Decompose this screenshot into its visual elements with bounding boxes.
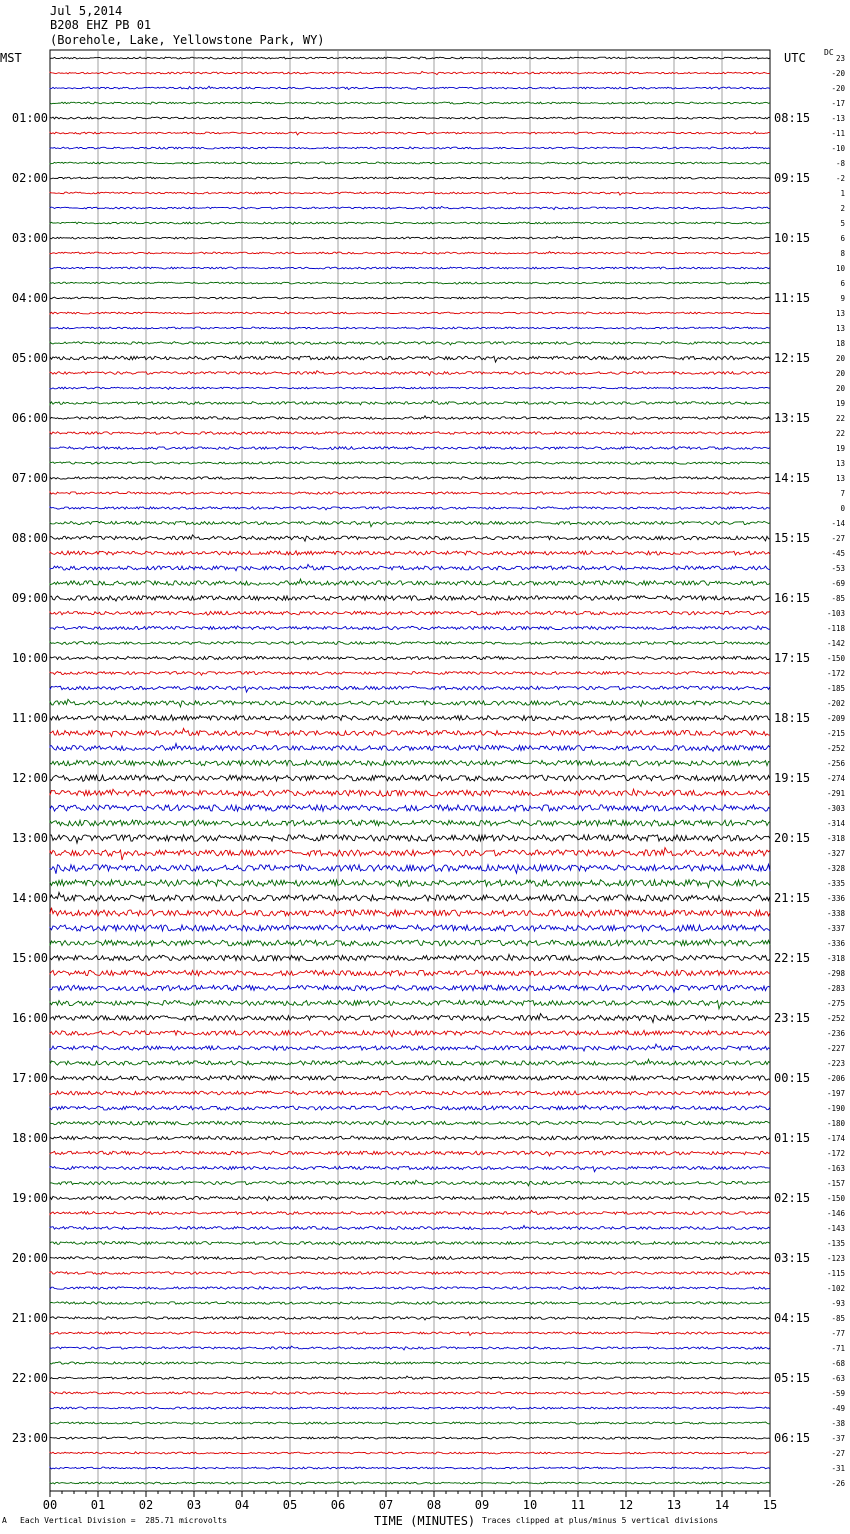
- dc-offset-label: 13: [835, 459, 845, 468]
- dc-offset-label: -27: [831, 534, 845, 543]
- seismic-trace: [50, 1091, 770, 1095]
- dc-offset-label: -202: [826, 699, 845, 708]
- x-tick-label: 12: [618, 1498, 634, 1512]
- x-tick-label: 01: [90, 1498, 106, 1512]
- seismic-trace: [50, 1059, 770, 1065]
- dc-offset-label: -68: [831, 1359, 845, 1368]
- mst-hour-label: 07:00: [11, 471, 48, 485]
- dc-offset-label: -142: [826, 639, 845, 648]
- x-tick-label: 11: [570, 1498, 586, 1512]
- dc-offset-label: -252: [826, 1014, 845, 1023]
- seismic-trace: [50, 462, 770, 465]
- dc-offset-label: 22: [835, 429, 845, 438]
- plot-date: Jul 5,2014: [50, 4, 123, 18]
- dc-offset-label: -227: [826, 1044, 845, 1053]
- dc-offset-label: 13: [835, 324, 845, 333]
- x-tick-label: 14: [714, 1498, 730, 1512]
- dc-offset-label: -31: [831, 1464, 845, 1473]
- seismic-trace: [50, 192, 770, 195]
- dc-offset-label: -93: [831, 1299, 845, 1308]
- seismic-trace: [50, 1166, 770, 1171]
- station-location: (Borehole, Lake, Yellowstone Park, WY): [50, 33, 325, 47]
- station-code: B208 EHZ PB 01: [50, 18, 152, 32]
- scale-note: Each Vertical Division = 285.71 microvolts: [20, 1516, 228, 1525]
- dc-offset-label: 23: [835, 54, 845, 63]
- seismic-trace: [50, 102, 770, 104]
- seismic-trace: [50, 476, 770, 479]
- label-group: [12, 48, 846, 1512]
- dc-offset-label: -223: [826, 1059, 845, 1068]
- seismic-trace: [50, 1346, 770, 1350]
- dc-offset-label: -115: [826, 1269, 845, 1278]
- dc-offset-label: 2: [840, 204, 845, 213]
- utc-hour-label: 16:15: [774, 591, 811, 605]
- dc-offset-label: -157: [826, 1179, 845, 1188]
- seismic-trace: [50, 1286, 770, 1289]
- dc-offset-label: -256: [826, 759, 845, 768]
- dc-offset-label: -135: [826, 1239, 845, 1248]
- seismic-trace: [50, 1332, 770, 1336]
- seismic-trace: [50, 222, 770, 224]
- seismic-trace: [50, 1482, 770, 1484]
- dc-offset-label: -180: [826, 1119, 845, 1128]
- seismic-trace: [50, 820, 770, 826]
- seismic-trace: [50, 970, 770, 975]
- dc-offset-label: 19: [835, 399, 845, 408]
- seismic-trace: [50, 939, 770, 946]
- dc-offset-label: -236: [826, 1029, 845, 1038]
- dc-offset-label: 19: [835, 444, 845, 453]
- clip-note: Traces clipped at plus/minus 5 vertical divisions: [482, 1516, 719, 1525]
- dc-offset-label: -150: [826, 654, 845, 663]
- seismic-trace: [50, 626, 770, 630]
- dc-offset-label: -275: [826, 999, 845, 1008]
- seismic-trace: [50, 432, 770, 435]
- dc-offset-label: 0: [840, 504, 845, 513]
- x-tick-label: 02: [138, 1498, 154, 1512]
- x-tick-label: 09: [474, 1498, 490, 1512]
- seismic-trace: [50, 985, 770, 992]
- seismic-trace: [50, 1437, 770, 1440]
- mst-hour-label: 11:00: [11, 711, 48, 725]
- x-tick-label: 10: [522, 1498, 538, 1512]
- seismic-trace: [50, 251, 770, 254]
- time-grid: [50, 50, 770, 1491]
- seismic-trace: [50, 1105, 770, 1110]
- dc-offset-label: -13: [831, 114, 845, 123]
- dc-offset-label: -27: [831, 1449, 845, 1458]
- seismic-trace: [50, 760, 770, 765]
- mst-hour-label: 19:00: [11, 1191, 48, 1205]
- dc-offset-label: -10: [831, 144, 845, 153]
- seismic-trace: [50, 744, 770, 752]
- seismic-trace: [50, 371, 770, 376]
- mst-hour-label: 09:00: [11, 591, 48, 605]
- utc-hour-label: 11:15: [774, 291, 811, 305]
- dc-offset-label: 8: [840, 249, 845, 258]
- dc-offset-label: -337: [826, 924, 845, 933]
- dc-offset-label: 20: [835, 384, 845, 393]
- dc-offset-label: -26: [831, 1479, 845, 1488]
- seismic-trace: [50, 521, 770, 526]
- dc-offset-label: -37: [831, 1434, 845, 1443]
- dc-offset-label: -71: [831, 1344, 845, 1353]
- dc-offset-label: -252: [826, 744, 845, 753]
- seismic-trace: [50, 1151, 770, 1156]
- dc-offset-label: -123: [826, 1254, 845, 1263]
- seismic-trace: [50, 267, 770, 269]
- dc-offset-label: 22: [835, 414, 845, 423]
- dc-offset-label: -335: [826, 879, 845, 888]
- x-tick-label: 04: [234, 1498, 250, 1512]
- mst-hour-label: 18:00: [11, 1131, 48, 1145]
- mst-hour-label: 20:00: [11, 1251, 48, 1265]
- seismic-trace: [50, 535, 770, 541]
- seismic-trace: [50, 416, 770, 420]
- utc-hour-label: 15:15: [774, 531, 811, 545]
- seismic-trace: [50, 297, 770, 299]
- mst-hour-label: 13:00: [11, 831, 48, 845]
- dc-offset-label: -77: [831, 1329, 845, 1338]
- mst-hour-label: 14:00: [11, 891, 48, 905]
- mst-hour-label: 06:00: [11, 411, 48, 425]
- dc-offset-label: -11: [831, 129, 845, 138]
- plot-frame: [50, 50, 770, 1491]
- seismic-trace: [50, 611, 770, 615]
- dc-offset-label: -318: [826, 834, 845, 843]
- dc-offset-label: -59: [831, 1389, 845, 1398]
- x-tick-label: 06: [330, 1498, 346, 1512]
- dc-offset-label: -63: [831, 1374, 845, 1383]
- seismic-trace: [50, 728, 770, 736]
- seismic-trace: [50, 342, 770, 345]
- dc-offset-label: -314: [826, 819, 845, 828]
- dc-offset-label: -174: [826, 1134, 845, 1143]
- dc-offset-label: -85: [831, 1314, 845, 1323]
- x-tick-label: 13: [666, 1498, 682, 1512]
- mst-hour-label: 15:00: [11, 951, 48, 965]
- seismic-trace: [50, 1257, 770, 1260]
- dc-offset-label: -69: [831, 579, 845, 588]
- corner-mark: A: [2, 1516, 7, 1525]
- mst-hour-label: 23:00: [11, 1431, 48, 1445]
- seismic-trace: [50, 1407, 770, 1409]
- dc-offset-label: -45: [831, 549, 845, 558]
- seismic-trace: [50, 1376, 770, 1380]
- seismic-trace: [50, 236, 770, 239]
- utc-hour-label: 18:15: [774, 711, 811, 725]
- mst-hour-label: 02:00: [11, 171, 48, 185]
- dc-offset-label: 20: [835, 354, 845, 363]
- seismic-trace: [50, 551, 770, 555]
- utc-hour-label: 12:15: [774, 351, 811, 365]
- x-axis-title: TIME (MINUTES): [374, 1514, 476, 1528]
- mst-hour-label: 17:00: [11, 1071, 48, 1085]
- dc-offset-label: -53: [831, 564, 845, 573]
- x-tick-label: 03: [186, 1498, 202, 1512]
- x-tick-label: 00: [42, 1498, 58, 1512]
- dc-offset-label: -185: [826, 684, 845, 693]
- utc-axis-label: UTC: [784, 51, 806, 65]
- seismic-trace: [50, 892, 770, 901]
- dc-offset-label: -197: [826, 1089, 845, 1098]
- trace-group: [50, 57, 770, 1484]
- seismic-trace: [50, 1001, 770, 1009]
- utc-hour-label: 17:15: [774, 651, 811, 665]
- seismic-trace: [50, 57, 770, 59]
- mst-hour-label: 08:00: [11, 531, 48, 545]
- seismic-trace: [50, 1362, 770, 1365]
- x-tick-label: 08: [426, 1498, 442, 1512]
- seismic-trace: [50, 162, 770, 164]
- seismic-trace: [50, 686, 770, 692]
- utc-hour-label: 10:15: [774, 231, 811, 245]
- dc-offset-label: -274: [826, 774, 845, 783]
- dc-offset-label: -17: [831, 99, 845, 108]
- seismic-trace: [50, 71, 770, 74]
- utc-hour-label: 01:15: [774, 1131, 811, 1145]
- seismic-trace: [50, 356, 770, 362]
- seismic-trace: [50, 715, 770, 720]
- seismic-trace: [50, 789, 770, 796]
- seismic-trace: [50, 1391, 770, 1394]
- dc-offset-label: -336: [826, 894, 845, 903]
- seismic-trace: [50, 1136, 770, 1140]
- seismic-trace: [50, 848, 770, 860]
- seismic-trace: [50, 1317, 770, 1320]
- seismic-trace: [50, 805, 770, 811]
- seismic-trace: [50, 1226, 770, 1230]
- seismic-trace: [50, 147, 770, 149]
- seismic-trace: [50, 177, 770, 179]
- seismic-trace: [50, 1467, 770, 1469]
- mst-hour-label: 04:00: [11, 291, 48, 305]
- dc-offset-label: -215: [826, 729, 845, 738]
- seismic-trace: [50, 1271, 770, 1274]
- dc-offset-label: 6: [840, 234, 845, 243]
- mst-hour-label: 10:00: [11, 651, 48, 665]
- dc-offset-label: 10: [835, 264, 845, 273]
- dc-offset-label: -49: [831, 1404, 845, 1413]
- utc-hour-label: 20:15: [774, 831, 811, 845]
- utc-hour-label: 02:15: [774, 1191, 811, 1205]
- seismic-trace: [50, 1452, 770, 1454]
- seismic-trace: [50, 447, 770, 450]
- x-tick-label: 05: [282, 1498, 298, 1512]
- seismic-trace: [50, 642, 770, 645]
- seismic-trace: [50, 775, 770, 781]
- dc-offset-label: 6: [840, 279, 845, 288]
- utc-hour-label: 23:15: [774, 1011, 811, 1025]
- seismic-trace: [50, 925, 770, 932]
- seismic-trace: [50, 206, 770, 209]
- dc-offset-label: -102: [826, 1284, 845, 1293]
- seismic-trace: [50, 864, 770, 873]
- seismic-trace: [50, 596, 770, 601]
- seismic-trace: [50, 1180, 770, 1186]
- utc-hour-label: 06:15: [774, 1431, 811, 1445]
- seismic-trace: [50, 1422, 770, 1424]
- dc-offset-label: -163: [826, 1164, 845, 1173]
- dc-offset-label: -298: [826, 969, 845, 978]
- seismic-trace: [50, 1014, 770, 1023]
- dc-offset-label: -85: [831, 594, 845, 603]
- dc-offset-label: -143: [826, 1224, 845, 1233]
- dc-offset-label: -291: [826, 789, 845, 798]
- seismic-trace: [50, 880, 770, 888]
- seismic-trace: [50, 117, 770, 119]
- seismic-trace: [50, 387, 770, 389]
- dc-offset-label: -146: [826, 1209, 845, 1218]
- seismic-trace: [50, 327, 770, 329]
- seismic-trace: [50, 1121, 770, 1126]
- seismic-trace: [50, 656, 770, 659]
- mst-hour-label: 21:00: [11, 1311, 48, 1325]
- dc-offset-label: -2: [835, 174, 845, 183]
- dc-offset-label: -8: [835, 159, 845, 168]
- utc-hour-label: 21:15: [774, 891, 811, 905]
- mst-hour-label: 03:00: [11, 231, 48, 245]
- dc-offset-label: -338: [826, 909, 845, 918]
- seismic-trace: [50, 908, 770, 917]
- dc-offset-label: -20: [831, 84, 845, 93]
- seismic-trace: [50, 1044, 770, 1051]
- dc-offset-label: -327: [826, 849, 845, 858]
- utc-hour-label: 04:15: [774, 1311, 811, 1325]
- dc-offset-label: -190: [826, 1104, 845, 1113]
- dc-offset-label: -38: [831, 1419, 845, 1428]
- dc-offset-label: -336: [826, 939, 845, 948]
- mst-axis-label: MST: [0, 51, 22, 65]
- dc-offset-label: -172: [826, 1149, 845, 1158]
- mst-hour-label: 05:00: [11, 351, 48, 365]
- utc-hour-label: 13:15: [774, 411, 811, 425]
- mst-hour-label: 22:00: [11, 1371, 48, 1385]
- seismic-trace: [50, 672, 770, 676]
- seismic-trace: [50, 1302, 770, 1305]
- dc-offset-label: -118: [826, 624, 845, 633]
- dc-offset-label: -172: [826, 669, 845, 678]
- seismic-trace: [50, 1196, 770, 1200]
- utc-hour-label: 03:15: [774, 1251, 811, 1265]
- dc-offset-label: -303: [826, 804, 845, 813]
- seismic-trace: [50, 1030, 770, 1036]
- dc-offset-label: 20: [835, 369, 845, 378]
- seismic-trace: [50, 835, 770, 843]
- utc-hour-label: 00:15: [774, 1071, 811, 1085]
- seismic-trace: [50, 1242, 770, 1245]
- dc-offset-label: -318: [826, 954, 845, 963]
- mst-hour-label: 01:00: [11, 111, 48, 125]
- seismic-trace: [50, 1076, 770, 1081]
- utc-hour-label: 22:15: [774, 951, 811, 965]
- x-tick-label: 07: [378, 1498, 394, 1512]
- x-tick-label: 15: [762, 1498, 778, 1512]
- dc-column-label: DC: [824, 48, 834, 57]
- seismic-trace: [50, 492, 770, 494]
- seismic-trace: [50, 312, 770, 314]
- seismic-trace: [50, 579, 770, 585]
- dc-offset-label: 9: [840, 294, 845, 303]
- utc-hour-label: 14:15: [774, 471, 811, 485]
- utc-hour-label: 08:15: [774, 111, 811, 125]
- mst-hour-label: 12:00: [11, 771, 48, 785]
- utc-hour-label: 19:15: [774, 771, 811, 785]
- seismic-trace: [50, 401, 770, 405]
- dc-offset-label: 13: [835, 309, 845, 318]
- seismic-trace: [50, 507, 770, 510]
- dc-offset-label: -14: [831, 519, 845, 528]
- seismic-trace: [50, 132, 770, 135]
- seismic-trace: [50, 1210, 770, 1215]
- utc-hour-label: 05:15: [774, 1371, 811, 1385]
- seismic-trace: [50, 282, 770, 284]
- dc-offset-label: 7: [840, 489, 845, 498]
- seismic-trace: [50, 564, 770, 570]
- dc-offset-label: -103: [826, 609, 845, 618]
- dc-offset-label: 18: [835, 339, 845, 348]
- utc-hour-label: 09:15: [774, 171, 811, 185]
- seismic-trace: [50, 86, 770, 89]
- dc-offset-label: 5: [840, 219, 845, 228]
- dc-offset-label: -20: [831, 69, 845, 78]
- dc-offset-label: -209: [826, 714, 845, 723]
- dc-offset-label: -150: [826, 1194, 845, 1203]
- dc-offset-label: -283: [826, 984, 845, 993]
- dc-offset-label: 1: [840, 189, 845, 198]
- seismic-trace: [50, 699, 770, 707]
- seismic-trace: [50, 955, 770, 962]
- mst-hour-label: 16:00: [11, 1011, 48, 1025]
- dc-offset-label: -206: [826, 1074, 845, 1083]
- dc-offset-label: 13: [835, 474, 845, 483]
- dc-offset-label: -328: [826, 864, 845, 873]
